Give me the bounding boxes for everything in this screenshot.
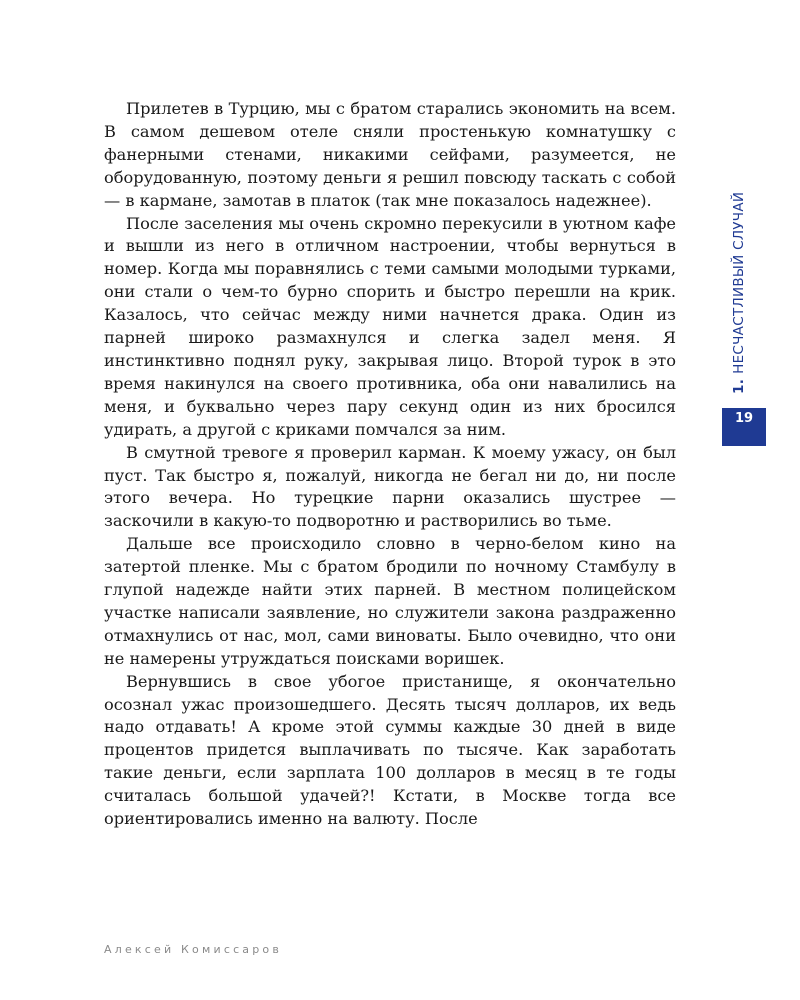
- paragraph: В смутной тревоге я проверил карман. К моему ужасу, он был пуст. Так быстро я, пожалуй, никогда не бегал ни до, ни после этого вечера. Но турецкие парни оказались шустрее — заскочили в какую-то подворотню и растворились во тьме.: [104, 442, 676, 531]
- chapter-running-head: [731, 192, 747, 394]
- page-number: 19: [734, 411, 754, 426]
- paragraph: После заселения мы очень скромно перекусили в уютном кафе и вышли из него в отличном настроении, чтобы вернуться в номер. Когда мы поравнялись с теми самыми молодыми турками, они стали о чем-то бурно спорить и быстро перешли на крик. Казалось, что сейчас между ними начнется драка. Один из парней широко размахнулся и слегка задел меня. Я инстинктивно поднял руку, закрывая лицо. Второй турок в это время накинулся на своего противника, оба они навалились на меня, и буквально через пару секунд один из них бросился удирать, а другой с криками помчался за ним.: [104, 213, 676, 439]
- paragraph: Прилетев в Турцию, мы с братом старались экономить на всем. В самом дешевом отеле сняли простенькую комнатушку с фанерными стенами, никакими сейфами, разумеется, не оборудованную, поэтому деньги я решил повсюду таскать с собой — в кармане, замотав в платок (так мне показалось надежнее).: [104, 99, 676, 210]
- footer-author: Алексей Комиссаров: [104, 943, 283, 956]
- page-number-tab: [722, 408, 766, 446]
- book-page-body: [104, 98, 676, 831]
- paragraph: Дальше все происходило словно в черно-белом кино на затертой пленке. Мы с братом бродили по ночному Стамбулу в глупой надежде найти этих парней. В местном полицейском участке написали заявление, но служители закона раздраженно отмахнулись от нас, мол, сами виноваты. Было очевидно, что они не намерены утруждаться поисками воришек.: [104, 534, 676, 668]
- chapter-title: НЕСЧАСТЛИВЫЙ СЛУЧАЙ: [731, 191, 747, 374]
- paragraph: Вернувшись в свое убогое пристанище, я окончательно осознал ужас произошедшего. Десять тысяч долларов, их ведь надо отдавать! А кроме этой суммы каждые 30 дней в виде процентов придется выплачивать по тысяче. Как заработать такие деньги, если зарплата 100 долларов в месяц в те годы считалась большой удачей?! Кстати, в Москве тогда все ориентировались именно на валюту. После: [104, 671, 676, 829]
- chapter-number: 1.: [731, 378, 747, 394]
